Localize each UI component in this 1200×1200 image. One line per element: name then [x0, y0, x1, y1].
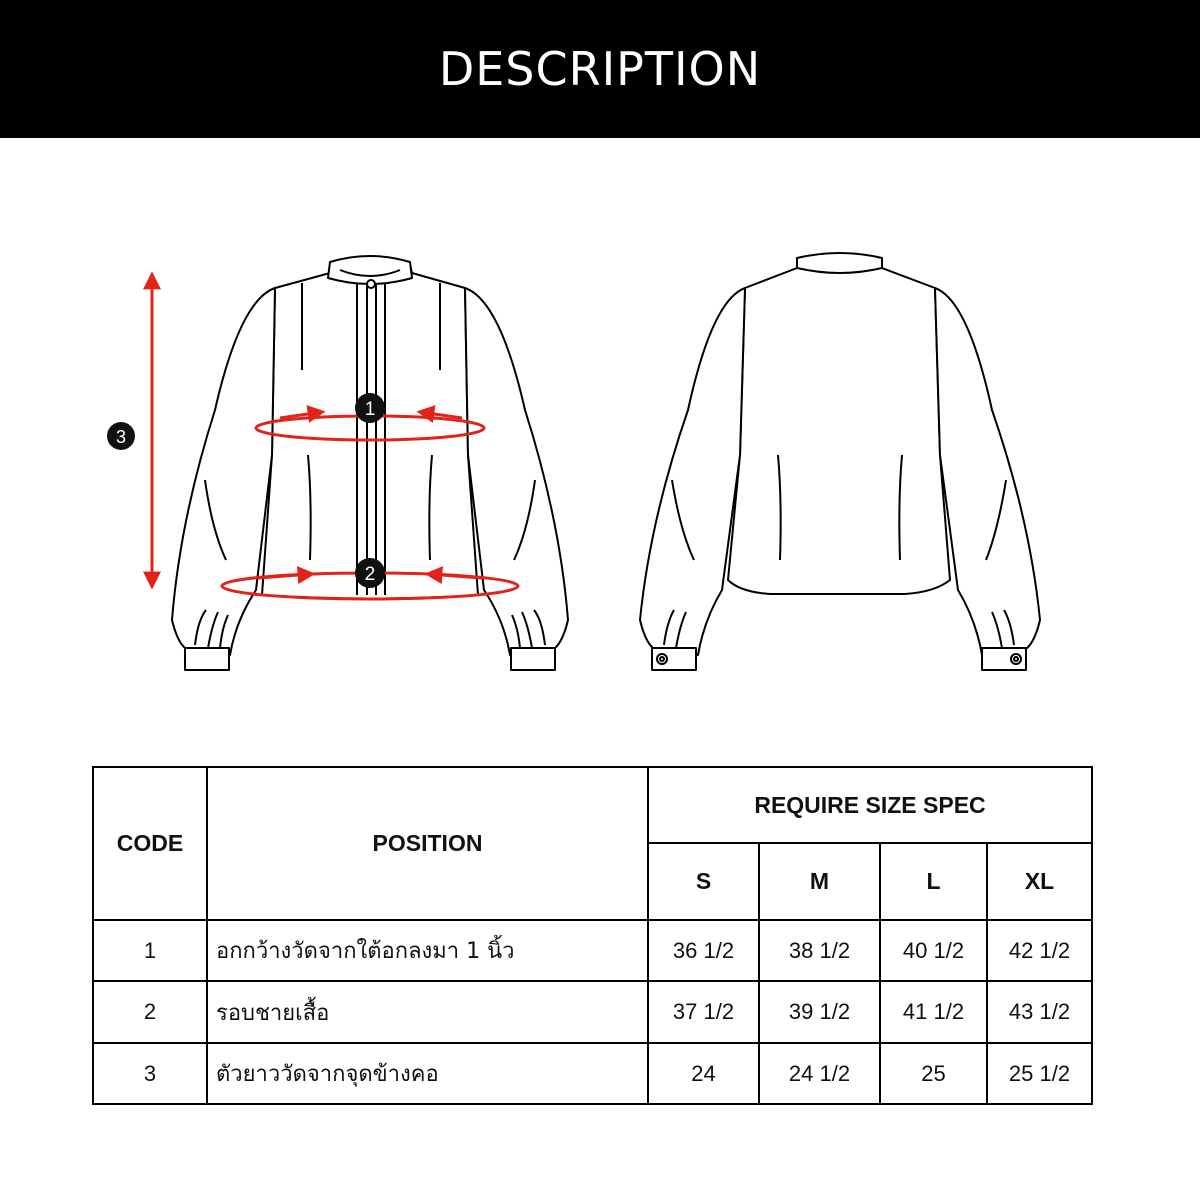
- row-value: 40 1/2: [880, 920, 987, 981]
- row-code: 2: [93, 981, 207, 1043]
- code-header: CODE: [93, 767, 207, 920]
- marker-3-label: 3: [115, 427, 127, 447]
- row-value: 39 1/2: [759, 981, 880, 1043]
- spec-header: REQUIRE SIZE SPEC: [648, 767, 1092, 843]
- size-s-header: S: [648, 843, 759, 920]
- table-row: [93, 920, 1092, 981]
- row-value: 24 1/2: [759, 1043, 880, 1104]
- header-bar: [0, 0, 1200, 138]
- row-position: ตัวยาววัดจากจุดข้างคอ: [207, 1043, 648, 1104]
- length-measure-arrow: [107, 275, 152, 586]
- table-row: [93, 981, 1092, 1043]
- row-value: 25: [880, 1043, 987, 1104]
- position-header: POSITION: [207, 767, 648, 920]
- row-value: 24: [648, 1043, 759, 1104]
- row-value: 37 1/2: [648, 981, 759, 1043]
- row-code: 1: [93, 920, 207, 981]
- garment-illustration: [0, 138, 1200, 758]
- row-value: 36 1/2: [648, 920, 759, 981]
- size-xl-header: XL: [987, 843, 1092, 920]
- back-view: [640, 253, 1040, 670]
- marker-1-label: 1: [364, 399, 376, 420]
- row-value: 25 1/2: [987, 1043, 1092, 1104]
- size-spec-table: [92, 766, 1093, 1105]
- size-m-header: M: [759, 843, 880, 920]
- row-value: 38 1/2: [759, 920, 880, 981]
- row-position: รอบชายเสื้อ: [207, 981, 648, 1043]
- front-view: [172, 256, 568, 670]
- row-value: 43 1/2: [987, 981, 1092, 1043]
- table-row: [93, 1043, 1092, 1104]
- row-position: อกกว้างวัดจากใต้อกลงมา 1 นิ้ว: [207, 920, 648, 981]
- row-value: 41 1/2: [880, 981, 987, 1043]
- page-title: DESCRIPTION: [438, 42, 762, 96]
- row-value: 42 1/2: [987, 920, 1092, 981]
- marker-2-label: 2: [364, 564, 376, 585]
- size-l-header: L: [880, 843, 987, 920]
- row-code: 3: [93, 1043, 207, 1104]
